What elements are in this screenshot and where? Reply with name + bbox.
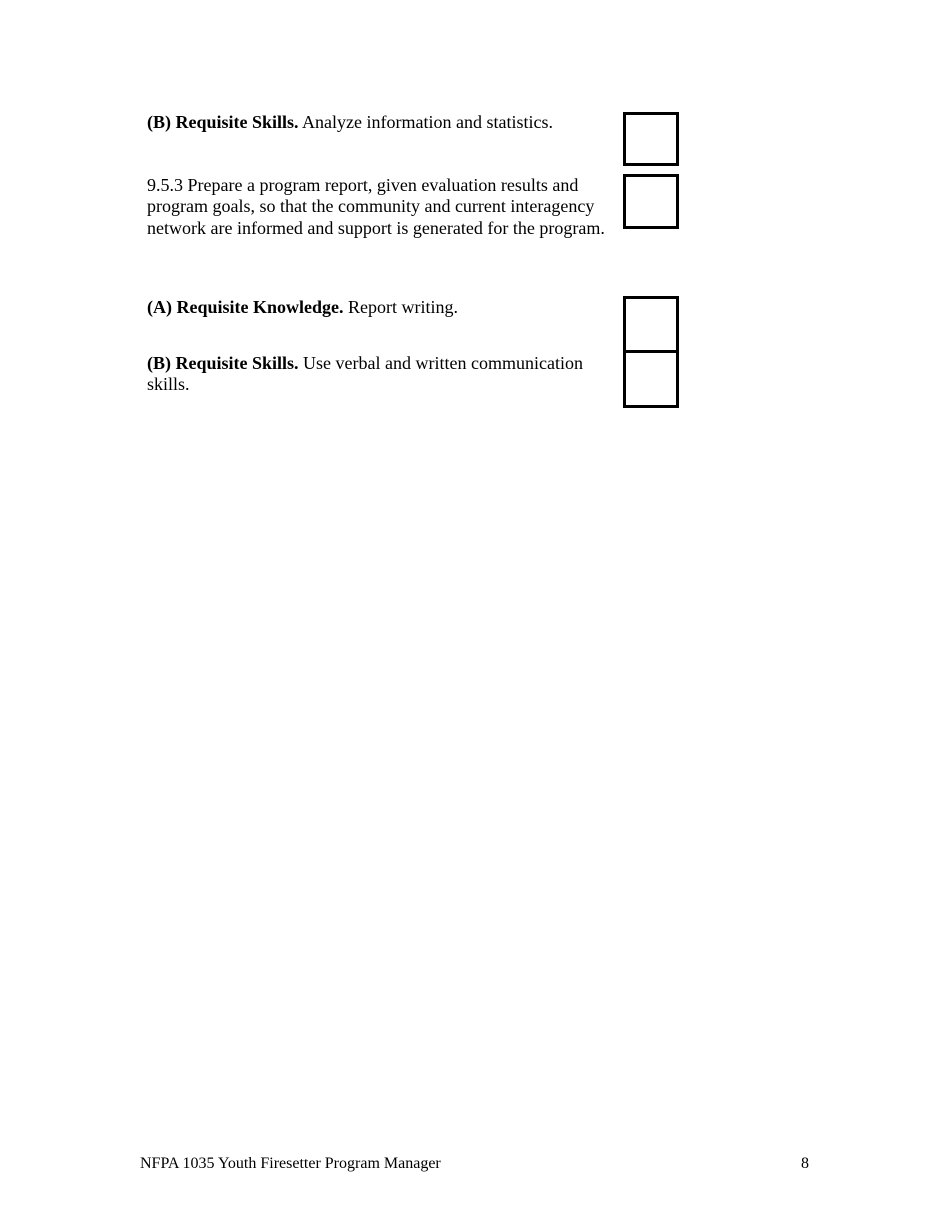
requisite-knowledge-paragraph: [147, 297, 607, 318]
section-9-5-3-paragraph: [147, 175, 607, 239]
requisite-skills-paragraph: [147, 112, 607, 133]
paragraph-text: Report writing.: [348, 297, 458, 317]
requisite-skills-paragraph: [147, 353, 607, 396]
checkbox[interactable]: [623, 112, 679, 166]
paragraph-label: (B) Requisite Skills.: [147, 353, 299, 373]
paragraph-text: 9.5.3 Prepare a program report, given evaluation results and program goals, so that the community and current interagency network are informed and support is generated for the program.: [147, 175, 605, 238]
paragraph-label: (B) Requisite Skills.: [147, 112, 299, 132]
paragraph-label: (A) Requisite Knowledge.: [147, 297, 344, 317]
checkbox[interactable]: [623, 174, 679, 229]
footer-title: NFPA 1035 Youth Firesetter Program Manager: [140, 1155, 441, 1172]
checkbox[interactable]: [623, 350, 679, 408]
paragraph-text: Analyze information and statistics.: [302, 112, 553, 132]
page-number: 8: [801, 1155, 809, 1172]
checkbox[interactable]: [623, 296, 679, 353]
paragraph-text: Use verbal and written communication skills.: [147, 353, 583, 395]
